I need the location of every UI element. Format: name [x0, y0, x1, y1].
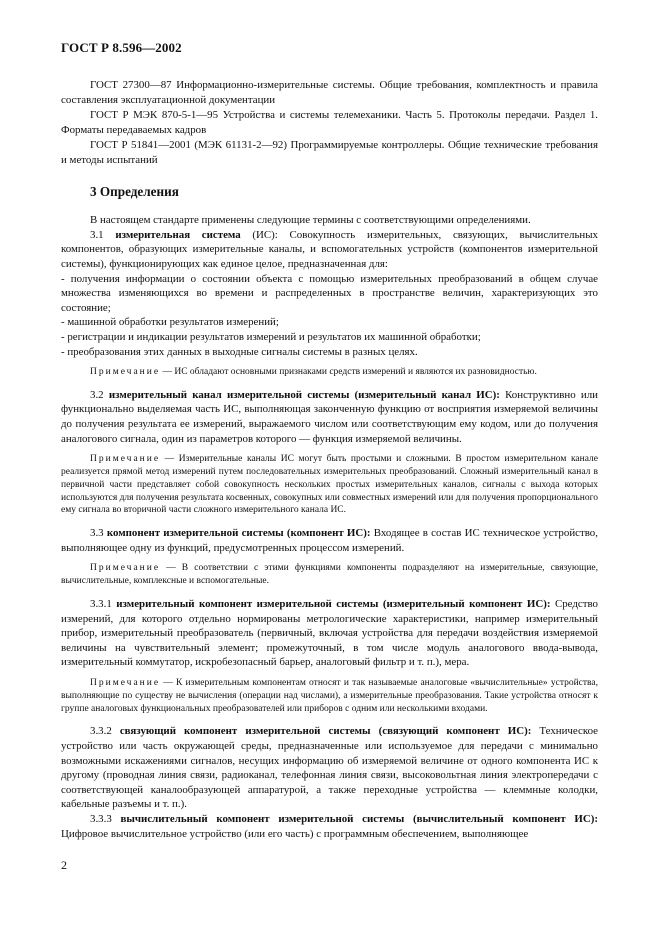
definition-number: 3.1 — [90, 228, 104, 241]
reference-item: ГОСТ Р МЭК 870-5-1—95 Устройства и системы телемеханики. Часть 5. Протоколы передачи. Раздел 1. Форматы передаваемых кадров — [61, 109, 598, 136]
note-text: — В соответствии с этими функциями компоненты подразделяют на измерительные, связующие, вычислительные, комплексные и вспомогательные. — [61, 563, 598, 587]
note-3-3 — [61, 562, 598, 588]
definition-term: связующий компонент измерительной системы (связующий компонент ИС): — [119, 725, 532, 738]
list-item: - преобразования этих данных в выходные сигналы системы в разных целях. — [61, 345, 418, 358]
definition-text: (ИС): Совокупность измерительных, связующих, вычислительных компонентов, образующих измерительные каналы, и вспомогательных устройств (компонентов измерительной системы), функционирующих как единое целое, предназначенная для: — [61, 228, 598, 270]
definition-3-3-2 — [61, 724, 598, 812]
note-text: — К измерительным компонентам относят и так называемые аналоговые «вычислительные» устройства, выполняющие по существу не вычисления (операции над числами), а измерительные преобразования. Такие устройства относят к группе аналоговых функциональных преобразователей или приборов с одним или несколькими входами. — [61, 678, 598, 714]
definition-text: Входящее в состав ИС техническое устройство, выполняющее одну из функций, предусмотренных процессом измерений. — [61, 527, 598, 554]
definition-3-2 — [61, 388, 598, 446]
note-text: — ИС обладают основными признаками средств измерений и являются их разновидностью. — [162, 367, 537, 378]
list-item: - регистрации и индикации результатов измерений и результатов их машинной обработки; — [61, 330, 481, 343]
definition-term: вычислительный компонент измерительной системы (вычислительный компонент ИС): — [120, 812, 598, 825]
note-label: Примечание — [90, 678, 161, 688]
page-number: 2 — [61, 858, 67, 872]
section-title: 3 Определения — [90, 183, 179, 199]
note-label: Примечание — [90, 454, 161, 465]
note-3-3-1 — [61, 677, 598, 715]
definition-3-1 — [61, 228, 598, 272]
definition-number: 3.2 — [90, 388, 104, 401]
definition-number: 3.3.2 — [90, 725, 112, 738]
document-body — [61, 78, 598, 841]
definition-text: Цифровое вычислительное устройство (или его часть) с программным обеспечением, выполняющее — [61, 827, 529, 840]
note-text: — Измерительные каналы ИС могут быть простыми и сложными. В простом измерительном канале реализуется прямой метод измерений путем последовательных измерительных преобразований. Сложный измерительный канал в первичной части представляет собой совокупность нескольких простых измерительных каналов, сигналы с выхода которых используются для получения результата косвенных, совокупных или совместных измерений или для получения пропорционального ему сигнала во вторичной части сложного измерительного канала ИС. — [61, 454, 598, 516]
section-intro: В настоящем стандарте применены следующие термины с соответствующими определениями. — [90, 214, 531, 227]
note-3-1 — [61, 366, 598, 379]
note-3-2 — [61, 453, 598, 517]
definition-3-3-3 — [61, 812, 598, 841]
list-item: - машинной обработки результатов измерений; — [61, 316, 279, 329]
definition-text: Конструктивно или функционально выделяемая часть ИС, выполняющая законченную функцию от восприятия измеряемой величины до получения результата ее измерений, выражаемого числом или соответствующим ему кодом, или до получения аналогового сигнала, один из параметров которого — функция измеряемой величины. — [61, 388, 598, 445]
note-label: Примечание — [90, 367, 161, 378]
definition-term: компонент измерительной системы (компонент ИС): — [106, 527, 371, 540]
definition-number: 3.3.1 — [90, 598, 112, 611]
reference-item: ГОСТ Р 51841—2001 (МЭК 61131-2—92) Программируемые контроллеры. Общие технические требования и методы испытаний — [61, 139, 598, 166]
reference-item: ГОСТ 27300—87 Информационно-измерительные системы. Общие требования, комплектность и правила составления эксплуатационной документации — [61, 79, 598, 106]
note-label: Примечание — [90, 563, 161, 574]
definition-term: измерительный компонент измерительной системы (измерительный компонент ИС): — [116, 598, 551, 611]
definition-text: Техническое устройство или часть окружающей среды, предназначенные или используемое для передачи с минимально возможными искажениями сигналов, несущих информацию об измеряемой величине от одного компонента ИС к другому (проводная линия связи, радиоканал, телефонная линия связи, высоковольтная линия электропередачи с соответствующей каналообразующей аппаратурой, а также переходные устройства — клеммные колодки, кабельные разъемы и т. п.). — [61, 725, 598, 811]
document-code-header: ГОСТ Р 8.596—2002 — [61, 40, 182, 55]
definition-number: 3.3 — [90, 527, 104, 540]
definition-3-3-1 — [61, 597, 598, 670]
definition-text: Средство измерений, для которого отдельно нормированы метрологические характеристики, например измерительный прибор, измерительный преобразователь (первичный, включая устройства для передачи воздействия измеряемой величины на чувствительный элемент; промежуточный, в том числе модуль аналогового ввода-вывода, измерительный коммутатор, искробезопасный барьер, аналоговый фильтр и т. п.), мера. — [61, 598, 598, 669]
definition-3-3 — [61, 526, 598, 555]
definition-term: измерительная система — [115, 228, 241, 241]
definition-number: 3.3.3 — [90, 812, 112, 825]
definition-term: измерительный канал измерительной системы (измерительный канал ИС): — [108, 388, 500, 401]
list-item: - получения информации о состоянии объекта с помощью измерительных преобразований в общем случае множества изменяющихся во времени и распределенных в пространстве величин, характеризующих это состояние; — [61, 272, 598, 314]
